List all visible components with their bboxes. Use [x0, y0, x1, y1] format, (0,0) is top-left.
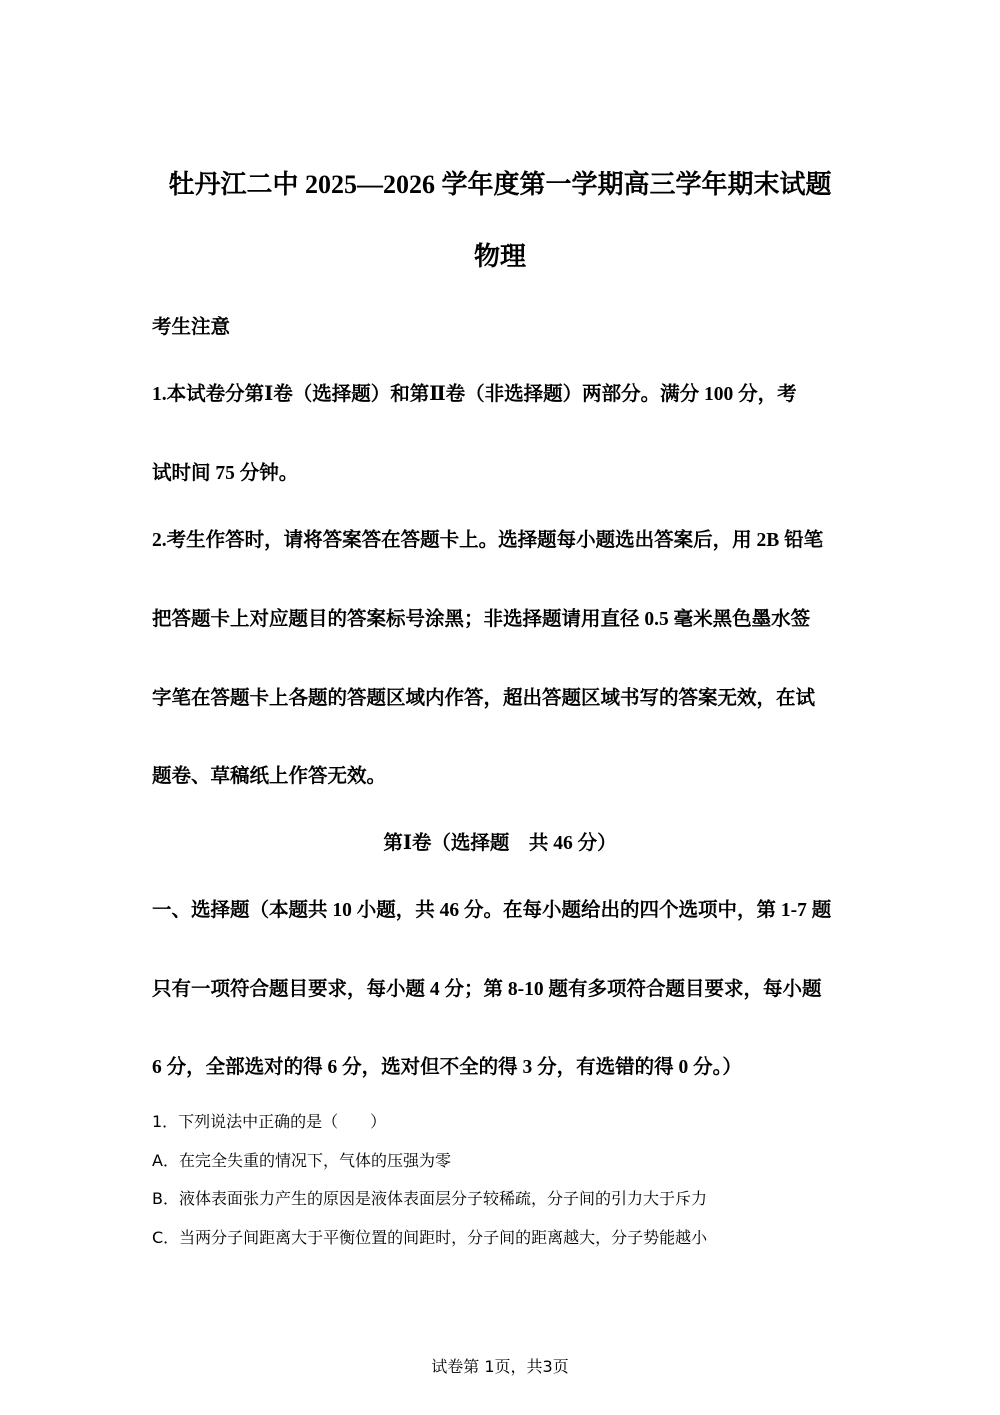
notice-line: 1.本试卷分第Ⅰ卷（选择题）和第Ⅱ卷（非选择题）两部分。满分 100 分，考	[152, 384, 797, 405]
notice-line: 题卷、草稿纸上作答无效。	[152, 766, 387, 787]
subject-title: 物理	[473, 242, 526, 271]
question-option: C．当两分子间距离大于平衡位置的间距时，分子间的距离越大，分子势能越小	[152, 1228, 708, 1247]
exam-title: 牡丹江二中 2025—2026 学年度第一学期高三学年期末试题	[168, 170, 832, 199]
section-instruction: 只有一项符合题目要求，每小题 4 分；第 8-10 题有多项符合题目要求，每小题	[152, 979, 822, 1000]
notice-line: 字笔在答题卡上各题的答题区域内作答，超出答题区域书写的答案无效，在试	[152, 688, 816, 709]
notice-line: 试时间 75 分钟。	[152, 463, 299, 484]
question-option: A．在完全失重的情况下，气体的压强为零	[152, 1151, 451, 1170]
notice-heading: 考生注意	[152, 317, 231, 338]
page-footer: 试卷第 1页，共3页	[431, 1357, 569, 1376]
notice-line: 2.考生作答时，请将答案答在答题卡上。选择题每小题选出答案后，用 2B 铅笔	[152, 530, 824, 551]
question-stem: 1．下列说法中正确的是（ ）	[152, 1112, 387, 1131]
question-option: B．液体表面张力产生的原因是液体表面层分子较稀疏，分子间的引力大于斥力	[152, 1189, 707, 1208]
section-title: 第Ⅰ卷（选择题 共 46 分）	[383, 833, 617, 854]
notice-line: 把答题卡上对应题目的答案标号涂黑；非选择题请用直径 0.5 毫米黑色墨水签	[152, 609, 811, 630]
section-instruction: 一、选择题（本题共 10 小题，共 46 分。在每小题给出的四个选项中，第 1-7 题	[152, 900, 832, 921]
section-instruction: 6 分，全部选对的得 6 分，选对但不全的得 3 分，有选错的得 0 分。）	[152, 1057, 742, 1078]
